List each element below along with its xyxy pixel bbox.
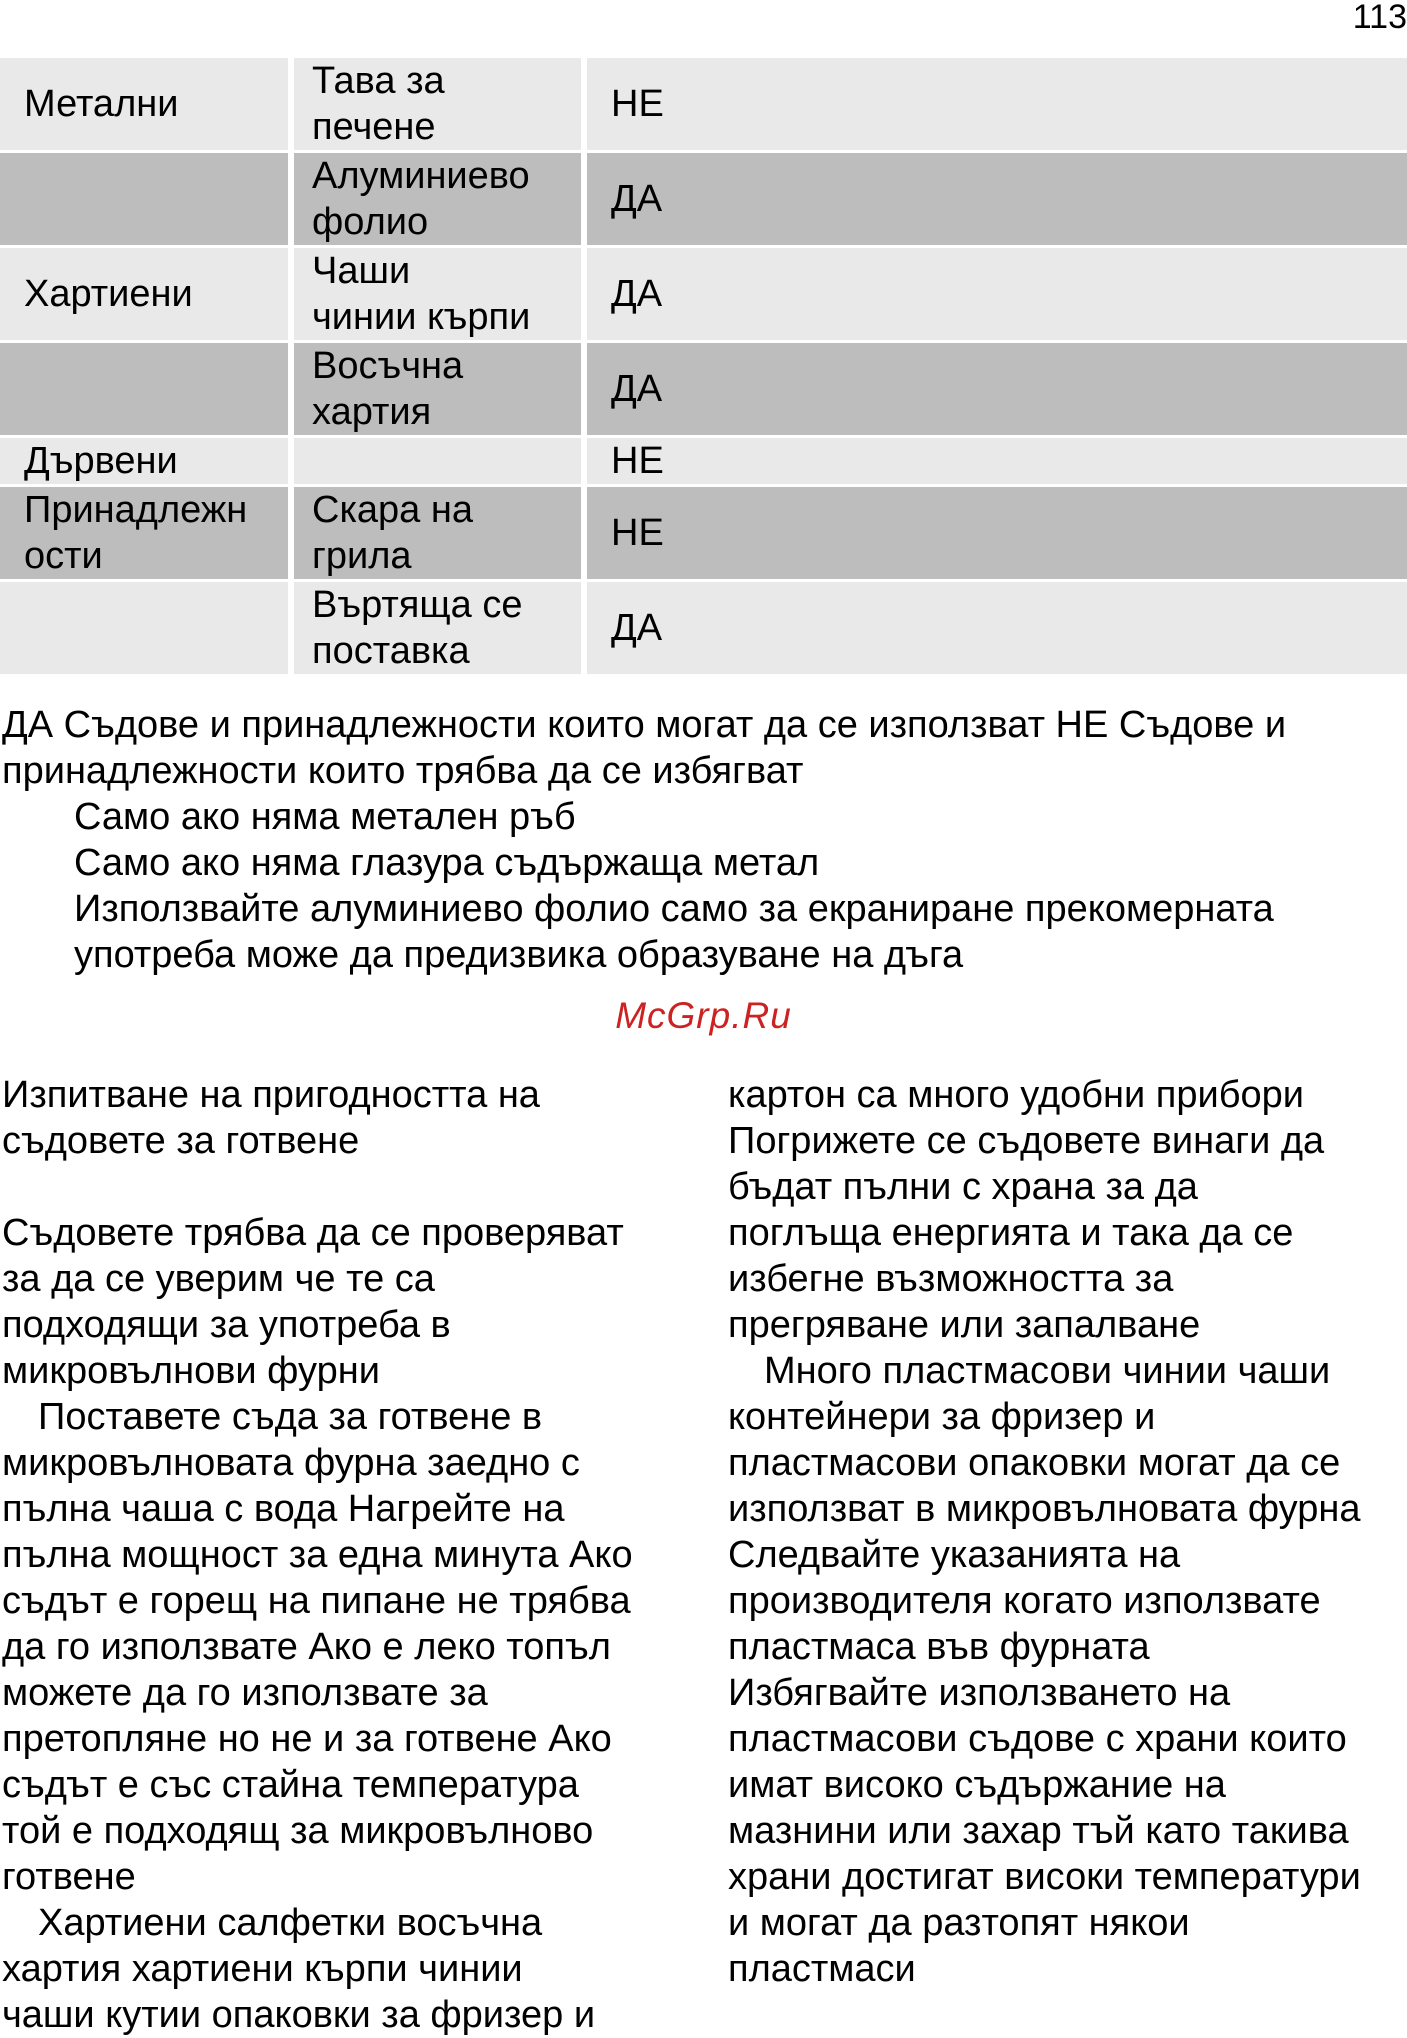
text-line: микровълновата фурна заедно с [2,1442,580,1484]
text-line: производителя когато използвате [728,1580,1321,1622]
text-line: чаши кутии опаковки за фризер и [2,1994,596,2036]
text-line: микровълнови фурни [2,1350,380,1392]
text-line: Хартиени салфетки восъчна [38,1902,543,1944]
text-line: използват в микровълновата фурна [728,1488,1361,1530]
paragraph [2,1210,712,1394]
item-cell: Скара на грила [294,487,581,579]
text-line: Съдовете трябва да се проверяват [2,1212,624,1254]
text-line: пълна мощност за една минута Ако [2,1534,633,1576]
material-cell: Метални [0,58,288,150]
legend-line: ДА Съдове и принадлежности които могат да се използват НЕ Съдове и [2,704,1287,746]
text-line: Много пластмасови чинии чаши [764,1350,1331,1392]
allowed-cell: ДА [587,248,1407,340]
text-line: Поставете съда за готвене в [38,1396,543,1438]
item-cell: Восъчна хартия [294,343,581,435]
item-cell: Въртяща се поставка [294,582,581,674]
legend-note: Само ако няма глазура съдържаща метал [74,842,820,884]
item-cell: Чаши чинии кърпи [294,248,581,340]
table-row [0,438,1407,484]
text-line: хартия хартиени кърпи чинии [2,1948,523,1990]
item-cell: Тава за печене [294,58,581,150]
text-line: пълна чаша с вода Нагрейте на [2,1488,565,1530]
table-row [0,487,1407,579]
paragraph [728,1348,1407,1992]
text-line: Погрижете се съдовете винаги да [728,1120,1325,1162]
text-line: съдовете за готвене [2,1120,360,1162]
text-line: съдът е със стайна температура [2,1764,579,1806]
legend-note: Използвайте алуминиево фолио само за екраниране прекомерната [74,888,1274,930]
table-row [0,58,1407,150]
table-row [0,582,1407,674]
text-line: за да се уверим че те са [2,1258,435,1300]
material-cell: Хартиени [0,248,288,340]
text-line: да го използвате Ако е леко топъл [2,1626,611,1668]
material-cell [0,582,288,674]
table-row [0,248,1407,340]
table-row [0,343,1407,435]
text-line: Изпитване на пригодността на [2,1074,540,1116]
text-line: пластмаса във фурната [728,1626,1150,1668]
material-cell: Дървени [0,438,288,484]
allowed-cell: НЕ [587,438,1407,484]
text-line: пластмасови опаковки могат да се [728,1442,1341,1484]
legend-note: Само ако няма метален ръб [74,796,576,838]
text-line: поглъща енергията и така да се [728,1212,1294,1254]
text-line: Следвайте указанията на [728,1534,1181,1576]
text-line: бъдат пълни с храна за да [728,1166,1198,1208]
paragraph [2,1900,712,2038]
text-line: той е подходящ за микровълново [2,1810,594,1852]
table-row [0,153,1407,245]
text-line: избегне възможността за [728,1258,1174,1300]
watermark: McGrp.Ru [615,995,792,1036]
material-cell [0,343,288,435]
text-line: и могат да разтопят някои [728,1902,1190,1944]
spacer [2,1164,712,1210]
material-cell [0,153,288,245]
text-line: готвене [2,1856,136,1898]
item-cell: Алуминиево фолио [294,153,581,245]
page-number: 113 [1352,0,1407,36]
right-column [728,1072,1407,1992]
text-line: имат високо съдържание на [728,1764,1226,1806]
item-cell [294,438,581,484]
allowed-cell: ДА [587,343,1407,435]
allowed-cell: ДА [587,582,1407,674]
legend [2,702,1407,978]
allowed-cell: НЕ [587,487,1407,579]
text-line: съдът е горещ на пипане не трябва [2,1580,631,1622]
text-line: пластмаси [728,1948,916,1990]
material-cell: Принадлежн ости [0,487,288,579]
legend-note: употреба може да предизвика образуване на дъга [74,934,964,976]
paragraph [2,1072,712,1164]
text-line: храни достигат високи температури [728,1856,1361,1898]
left-column [2,1072,712,2038]
text-line: можете да го използвате за [2,1672,488,1714]
cookware-table [0,58,1407,677]
text-line: Избягвайте използването на [728,1672,1231,1714]
text-line: картон са много удобни прибори [728,1074,1304,1116]
text-line: подходящи за употреба в [2,1304,451,1346]
paragraph [2,1394,712,1900]
allowed-cell: ДА [587,153,1407,245]
text-line: пластмасови съдове с храни които [728,1718,1347,1760]
paragraph [728,1072,1407,1348]
text-line: прегряване или запалване [728,1304,1201,1346]
text-line: мазнини или захар тъй като такива [728,1810,1349,1852]
allowed-cell: НЕ [587,58,1407,150]
text-line: претопляне но не и за готвене Ако [2,1718,612,1760]
legend-line: принадлежности които трябва да се избягват [2,750,804,792]
text-line: контейнери за фризер и [728,1396,1156,1438]
